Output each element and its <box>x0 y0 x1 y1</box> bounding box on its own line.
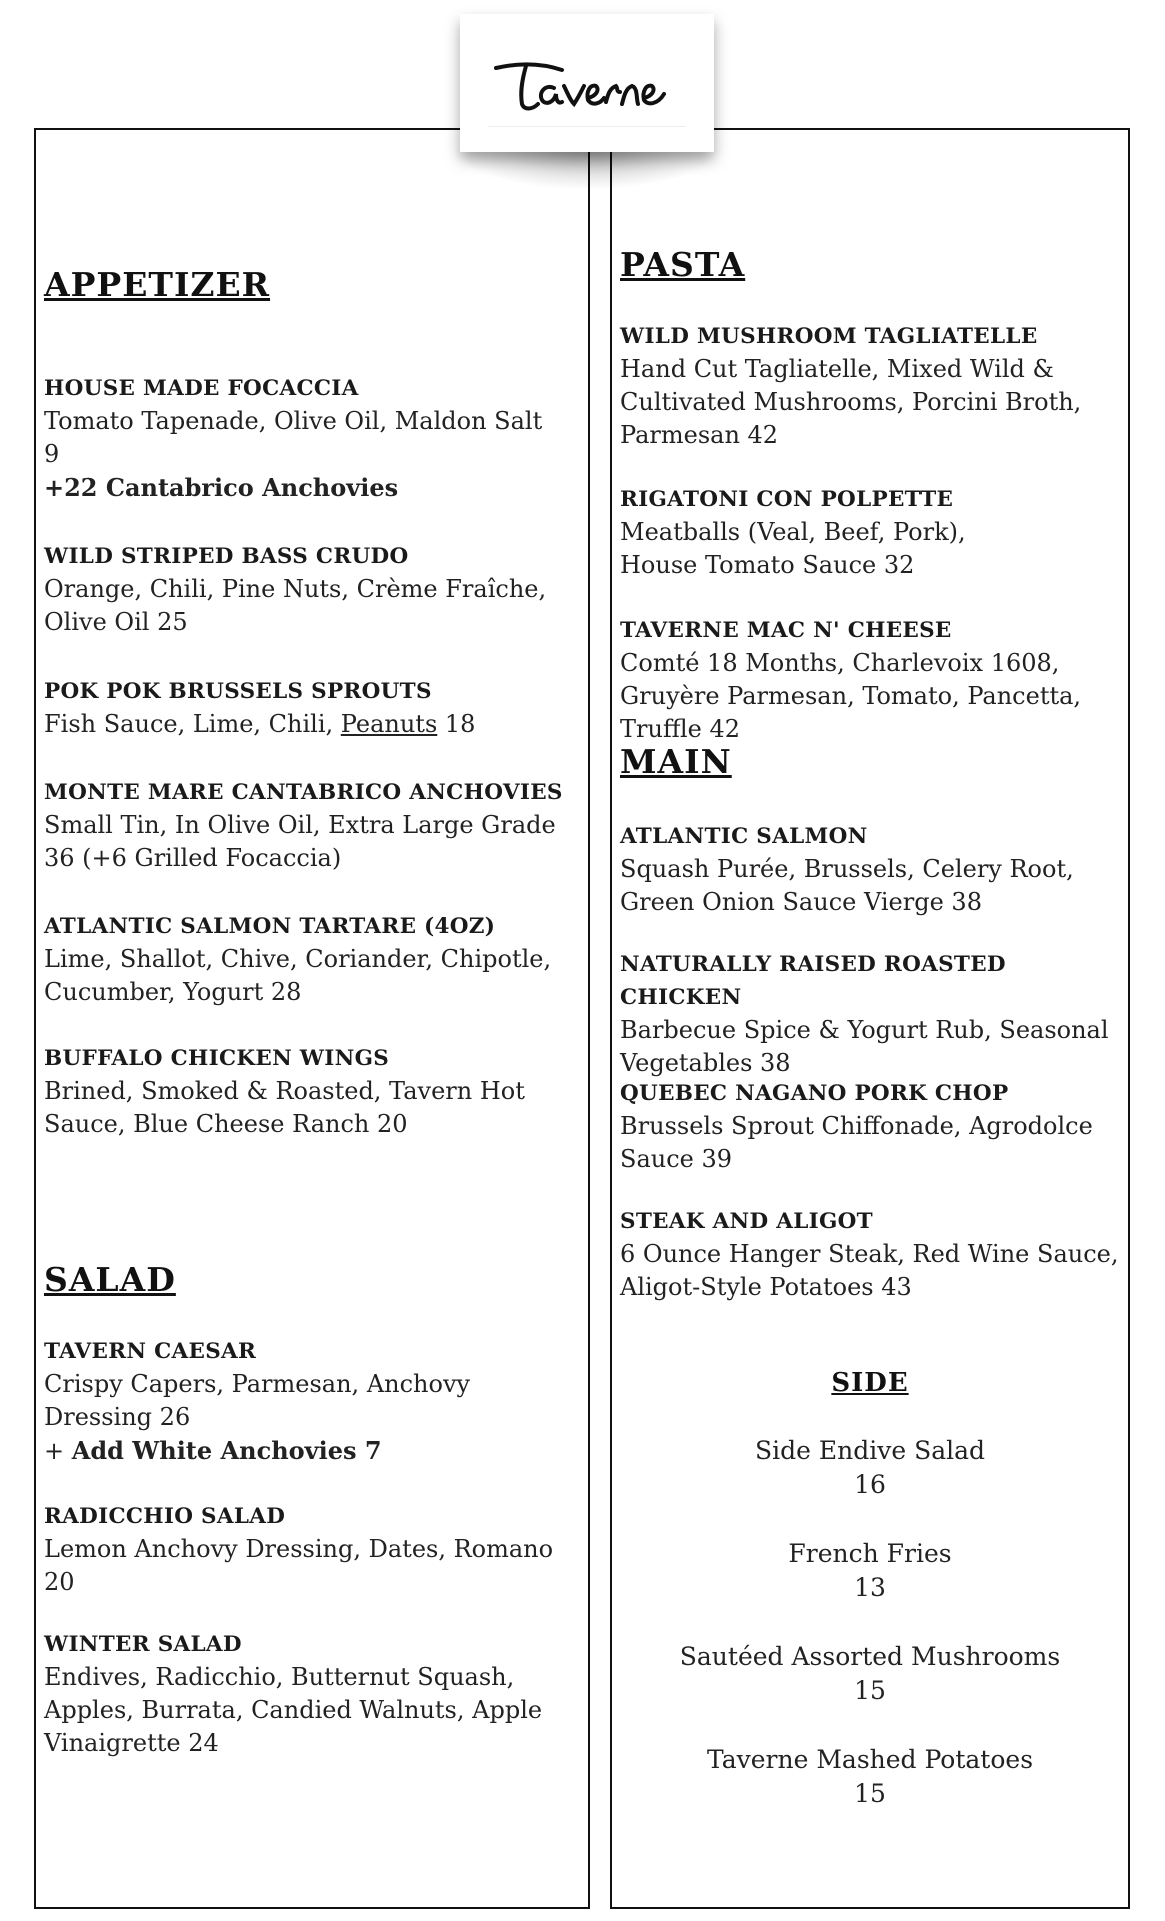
menu-item <box>620 320 1120 452</box>
appetizer-heading: APPETIZER <box>44 265 271 304</box>
menu-item <box>620 614 1120 746</box>
item-description: Comté 18 Months, Charlevoix 1608, Gruyère Parmesan, Tomato, Pancetta, Truffle 42 <box>620 649 1082 743</box>
menu-item <box>44 1500 564 1599</box>
item-description: Crispy Capers, Parmesan, Anchovy Dressing 26 <box>44 1370 471 1431</box>
menu-item <box>44 1628 544 1760</box>
menu-item <box>44 1042 564 1141</box>
menu-item <box>44 910 564 1009</box>
item-price: 18 <box>444 710 476 738</box>
item-name: TAVERN CAESAR <box>44 1339 257 1364</box>
side-item <box>610 1743 1130 1811</box>
menu-item <box>620 948 1125 1080</box>
item-name: HOUSE MADE FOCACCIA <box>44 376 359 401</box>
menu-item <box>44 1335 564 1468</box>
item-description: Small Tin, In Olive Oil, Extra Large Grade 36 (+6 Grilled Focaccia) <box>44 811 556 872</box>
item-name: RIGATONI CON POLPETTE <box>620 487 954 512</box>
item-description: Hand Cut Tagliatelle, Mixed Wild & Cultivated Mushrooms, Porcini Broth, Parmesan 42 <box>620 355 1082 449</box>
item-name: ATLANTIC SALMON <box>620 824 868 849</box>
logo-underline <box>488 126 686 127</box>
item-name: TAVERNE MAC N' CHEESE <box>620 618 952 643</box>
menu-item <box>44 372 564 504</box>
item-addon <box>44 1437 382 1465</box>
pasta-heading: PASTA <box>620 245 746 284</box>
side-heading: SIDE <box>831 1368 909 1398</box>
item-description: Endives, Radicchio, Butternut Squash, Apples, Burrata, Candied Walnuts, Apple Vinaigrette 24 <box>44 1663 543 1757</box>
side-item-price: 15 <box>854 1779 886 1808</box>
side-item-price: 13 <box>854 1573 886 1602</box>
side-item <box>610 1537 1130 1605</box>
item-description: Brined, Smoked & Roasted, Tavern Hot Sauce, Blue Cheese Ranch 20 <box>44 1077 525 1138</box>
menu-item <box>44 776 584 875</box>
item-description: Brussels Sprout Chiffonade, Agrodolce Sauce 39 <box>620 1112 1093 1173</box>
item-description: Lime, Shallot, Chive, Coriander, Chipotle, Cucumber, Yogurt 28 <box>44 945 552 1006</box>
item-description-part: Fish Sauce, Lime, Chili, <box>44 710 334 738</box>
item-name: WILD MUSHROOM TAGLIATELLE <box>620 324 1038 349</box>
taverne-logo <box>492 58 684 118</box>
item-addon: +22 Cantabrico Anchovies <box>44 473 399 502</box>
item-name: POK POK BRUSSELS SPROUTS <box>44 679 432 704</box>
menu-item <box>620 1077 1120 1176</box>
side-item-name: Side Endive Salad <box>754 1436 986 1465</box>
menu-item <box>44 675 564 741</box>
menu-item <box>620 1205 1120 1304</box>
side-item <box>610 1640 1130 1708</box>
item-name: QUEBEC NAGANO PORK CHOP <box>620 1081 1009 1106</box>
logo-card-shadow <box>452 148 722 190</box>
item-allergen-underlined: Peanuts <box>340 710 438 738</box>
item-description: Tomato Tapenade, Olive Oil, Maldon Salt 9 <box>44 407 543 468</box>
side-item-name: Taverne Mashed Potatoes <box>706 1745 1034 1774</box>
item-name: BUFFALO CHICKEN WINGS <box>44 1046 390 1071</box>
logo-card <box>460 14 714 152</box>
menu-item <box>620 483 1120 582</box>
menu-item <box>44 540 564 639</box>
item-name: NATURALLY RAISED ROASTED CHICKEN <box>620 952 1006 1010</box>
item-description: 6 Ounce Hanger Steak, Red Wine Sauce, Aligot-Style Potatoes 43 <box>620 1240 1119 1301</box>
main-heading: MAIN <box>620 742 732 781</box>
item-name: WINTER SALAD <box>44 1632 242 1657</box>
item-description: Lemon Anchovy Dressing, Dates, Romano 20 <box>44 1535 554 1596</box>
side-item <box>610 1434 1130 1502</box>
side-item-price: 16 <box>854 1470 886 1499</box>
side-item-price: 15 <box>854 1676 886 1705</box>
item-name: RADICCHIO SALAD <box>44 1504 286 1529</box>
item-name: STEAK AND ALIGOT <box>620 1209 873 1234</box>
item-description: House Tomato Sauce 32 <box>620 551 915 579</box>
item-description: Orange, Chili, Pine Nuts, Crème Fraîche, Olive Oil 25 <box>44 575 547 636</box>
item-name: MONTE MARE CANTABRICO ANCHOVIES <box>44 780 563 805</box>
menu-item <box>620 820 1120 919</box>
item-addon-plus: + <box>44 1437 72 1465</box>
item-description: Squash Purée, Brussels, Celery Root, Green Onion Sauce Vierge 38 <box>620 855 1074 916</box>
side-item-name: Sautéed Assorted Mushrooms <box>679 1642 1061 1671</box>
item-description <box>44 708 564 741</box>
item-name: WILD STRIPED BASS CRUDO <box>44 544 409 569</box>
salad-heading: SALAD <box>44 1260 176 1299</box>
item-name: ATLANTIC SALMON TARTARE (4OZ) <box>44 914 496 939</box>
item-description: Meatballs (Veal, Beef, Pork), <box>620 518 966 546</box>
item-description: Barbecue Spice & Yogurt Rub, Seasonal Vegetables 38 <box>620 1016 1109 1077</box>
side-item-name: French Fries <box>788 1539 952 1568</box>
item-addon-label: Add White Anchovies 7 <box>71 1436 382 1465</box>
